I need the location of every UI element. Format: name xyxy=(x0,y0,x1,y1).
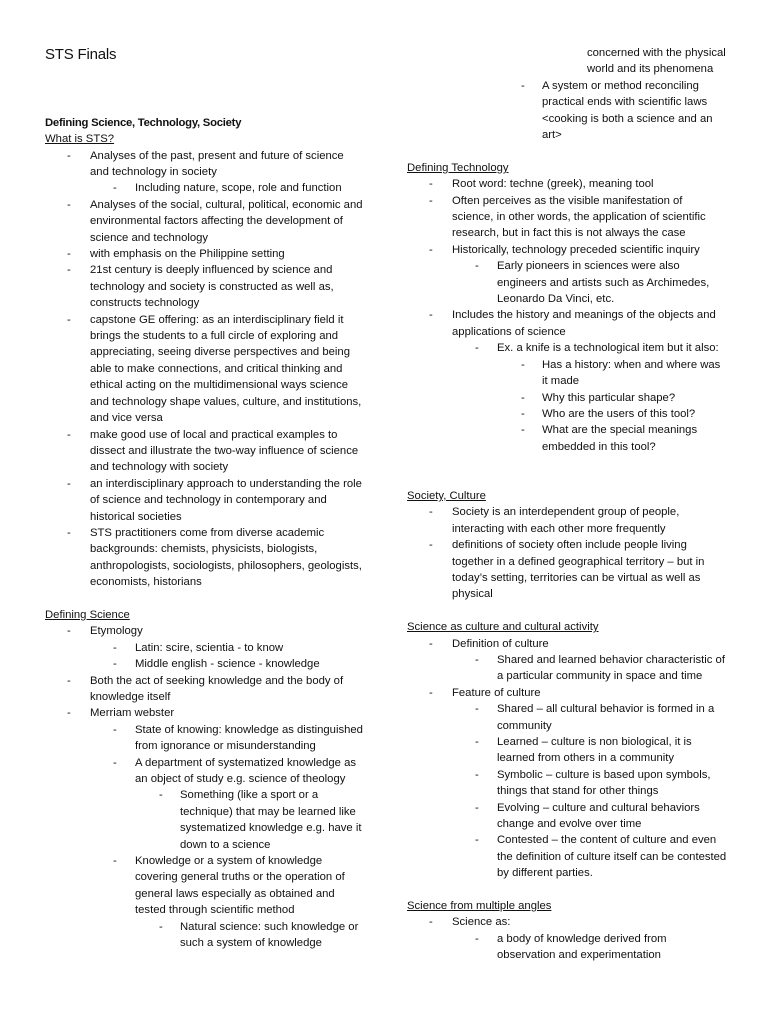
bullet-item-level-1 xyxy=(407,258,727,307)
blank-line xyxy=(45,82,365,98)
bullet-text: Definition of culture xyxy=(452,637,549,650)
bullet-item-level-1 xyxy=(407,800,727,833)
bullet-item-level-1 xyxy=(45,180,365,196)
dash-bullet-icon: - xyxy=(67,428,71,441)
bullet-text: Feature of culture xyxy=(452,686,541,699)
blank-line xyxy=(407,603,727,619)
blank-line xyxy=(407,455,727,471)
bullet-item-level-1 xyxy=(407,832,727,881)
dash-bullet-icon: - xyxy=(67,674,71,687)
dash-bullet-icon: - xyxy=(67,625,71,638)
dash-bullet-icon: - xyxy=(113,723,117,736)
bullet-item-level-1 xyxy=(45,755,365,788)
bullet-text: Natural science: such knowledge or such a system of knowledge xyxy=(180,920,359,950)
bullet-text: Has a history: when and where was it made xyxy=(542,358,721,388)
bullet-item-level-2 xyxy=(45,919,365,952)
bullet-text: an interdisciplinary approach to understanding the role of science and technology in contemporary and historical societies xyxy=(90,477,362,523)
bullet-item-level-0 xyxy=(45,705,365,721)
dash-bullet-icon: - xyxy=(475,703,479,716)
bullet-item-level-1 xyxy=(45,722,365,755)
bullet-item-level-0 xyxy=(45,623,365,639)
bullet-item-level-0 xyxy=(407,914,727,930)
bullet-item-level-2 xyxy=(407,357,727,390)
bullet-text: Ex. a knife is a technological item but it also: xyxy=(497,342,719,355)
dash-bullet-icon: - xyxy=(113,641,117,654)
section-heading: Defining Science, Technology, Society xyxy=(45,116,242,129)
bullet-item-level-2 xyxy=(407,406,727,422)
bullet-item-level-2 xyxy=(407,422,727,455)
bullet-text: Etymology xyxy=(90,625,143,638)
bullet-item-level-0 xyxy=(407,537,727,603)
section-subheading: Defining Science xyxy=(45,608,130,621)
bullet-item-level-1 xyxy=(407,734,727,767)
dash-bullet-icon: - xyxy=(521,358,525,371)
section-subheading: Science as culture and cultural activity xyxy=(407,621,599,634)
bullet-item-level-1 xyxy=(45,640,365,656)
bullet-text: make good use of local and practical examples to dissect and illustrate the two-way influence of science and technology with society xyxy=(90,428,359,474)
bullet-item-level-0 xyxy=(407,242,727,258)
bullet-text: capstone GE offering: as an interdisciplinary field it brings the students to a full circle of exploring and appreciating, seeing diverse perspectives and being able to make connections, and critical thinking and ethical acting on the multidimensional ways science and technology shape values, culture, and institutions, and vice versa xyxy=(90,313,362,425)
right-column xyxy=(407,45,727,964)
bullet-text: with emphasis on the Philippine setting xyxy=(90,248,285,261)
dash-bullet-icon: - xyxy=(475,653,479,666)
bullet-item-level-0 xyxy=(407,193,727,242)
dash-bullet-icon: - xyxy=(475,736,479,748)
bullet-item-level-0 xyxy=(407,307,727,340)
bullet-text: Shared – all cultural behavior is formed in a community xyxy=(497,703,715,732)
dash-bullet-icon: - xyxy=(429,194,433,207)
bullet-text: Analyses of the social, cultural, political, economic and environmental factors affecting the development of science and technology xyxy=(90,198,363,244)
bullet-text: Learned – culture is non biological, it is learned from others in a community xyxy=(497,736,692,765)
dash-bullet-icon: - xyxy=(475,801,479,814)
bullet-item-level-0 xyxy=(45,673,365,706)
dash-bullet-icon: - xyxy=(475,260,479,273)
bullet-text: STS practitioners come from diverse academic backgrounds: chemists, physicists, biologists, anthropologists, sociologists, philosophers, geologists, economists, historians xyxy=(90,526,362,589)
left-column xyxy=(45,82,365,951)
bullet-item-level-0 xyxy=(45,246,365,262)
bullet-item-level-0 xyxy=(407,636,727,652)
dash-bullet-icon: - xyxy=(429,916,433,929)
dash-bullet-icon: - xyxy=(429,178,433,191)
bullet-item-level-0 xyxy=(45,148,365,181)
bullet-text: Both the act of seeking knowledge and the body of knowledge itself xyxy=(90,674,344,703)
bullet-item-level-2 xyxy=(407,390,727,406)
bullet-text: Historically, technology preceded scientific inquiry xyxy=(452,243,700,256)
bullet-text: Science as: xyxy=(452,916,511,929)
dash-bullet-icon: - xyxy=(475,342,479,355)
bullet-item-level-1 xyxy=(407,931,727,964)
dash-bullet-icon: - xyxy=(521,424,525,437)
bullet-text: Early pioneers in sciences were also engineers and artists such as Archimedes, Leonardo Da Vinci, etc. xyxy=(497,260,710,306)
bullet-item-level-0 xyxy=(407,176,727,192)
bullet-text: State of knowing: knowledge as distinguished from ignorance or misunderstanding xyxy=(135,723,363,753)
dash-bullet-icon: - xyxy=(429,539,433,552)
dash-bullet-icon: - xyxy=(429,309,433,322)
blank-line xyxy=(407,472,727,488)
dash-bullet-icon: - xyxy=(113,182,117,195)
bullet-text: 21st century is deeply influenced by science and technology and society is constructed as well as, constructs technology xyxy=(90,264,334,310)
bullet-item-level-1 xyxy=(407,767,727,800)
dash-bullet-icon: - xyxy=(67,149,71,162)
dash-bullet-icon: - xyxy=(429,506,433,519)
dash-bullet-icon: - xyxy=(113,658,117,671)
bullet-text: concerned with the physical world and its phenomena xyxy=(587,47,726,76)
bullet-text: Why this particular shape? xyxy=(542,391,676,404)
bullet-item-level-2 xyxy=(407,78,727,144)
bullet-item-level-0 xyxy=(45,262,365,311)
bullet-text: Often perceives as the visible manifestation of science, in other words, the application of scientific research, but in fact this is not always the case xyxy=(452,194,706,240)
bullet-item-level-0 xyxy=(45,312,365,427)
page-title: STS Finals xyxy=(45,46,117,63)
dash-bullet-icon: - xyxy=(429,243,433,256)
bullet-text: Middle english - science - knowledge xyxy=(135,658,320,671)
bullet-text: Something (like a sport or a technique) that may be learned like systematized knowledge e.g. have it down to a science xyxy=(180,789,362,851)
bullet-text: A system or method reconciling practical ends with scientific laws <cooking is both a science and an art> xyxy=(542,79,713,142)
dash-bullet-icon: - xyxy=(67,198,71,211)
bullet-text: Merriam webster xyxy=(90,707,175,720)
dash-bullet-icon: - xyxy=(67,313,71,326)
section-subheading: Defining Technology xyxy=(407,161,509,174)
dash-bullet-icon: - xyxy=(67,477,71,490)
section-subheading: Science from multiple angles xyxy=(407,900,552,913)
dash-bullet-icon: - xyxy=(113,756,117,769)
bullet-text: Shared and learned behavior characteristic of a particular community in space and time xyxy=(497,653,725,683)
bullet-text: Evolving – culture and cultural behaviors change and evolve over time xyxy=(497,801,700,831)
dash-bullet-icon: - xyxy=(67,526,71,539)
dash-bullet-icon: - xyxy=(113,855,117,868)
bullet-text: Society is an interdependent group of people, interacting with each other more frequently xyxy=(452,506,680,535)
dash-bullet-icon: - xyxy=(521,391,525,404)
dash-bullet-icon: - xyxy=(159,920,163,933)
dash-bullet-icon: - xyxy=(475,834,479,847)
bullet-text: Contested – the content of culture and even the definition of culture itself can be contested by different parties. xyxy=(497,834,727,880)
dash-bullet-icon: - xyxy=(67,264,71,277)
blank-line xyxy=(407,143,727,159)
bullet-item-level-3 xyxy=(407,45,727,78)
bullet-item-level-0 xyxy=(407,504,727,537)
dash-bullet-icon: - xyxy=(521,79,525,92)
dash-bullet-icon: - xyxy=(475,932,479,945)
dash-bullet-icon: - xyxy=(429,637,433,650)
bullet-text: Who are the users of this tool? xyxy=(542,407,696,420)
bullet-text: Root word: techne (greek), meaning tool xyxy=(452,178,654,191)
bullet-item-level-1 xyxy=(407,701,727,734)
dash-bullet-icon: - xyxy=(159,789,163,802)
blank-line xyxy=(45,98,365,114)
bullet-item-level-1 xyxy=(407,652,727,685)
bullet-item-level-2 xyxy=(45,787,365,853)
dash-bullet-icon: - xyxy=(429,686,433,699)
bullet-text: definitions of society often include people living together in a defined geographical territory – but in today’s setting, territories can be virtual as well as physical xyxy=(452,539,705,601)
bullet-text: What are the special meanings embedded in this tool? xyxy=(542,424,698,453)
bullet-text: a body of knowledge derived from observation and experimentation xyxy=(497,932,667,962)
dash-bullet-icon: - xyxy=(67,707,71,720)
bullet-item-level-0 xyxy=(45,525,365,591)
bullet-text: Including nature, scope, role and function xyxy=(135,182,342,195)
bullet-item-level-1 xyxy=(45,853,365,919)
section-subheading: What is STS? xyxy=(45,133,115,146)
bullet-item-level-0 xyxy=(45,197,365,246)
bullet-text: Latin: scire, scientia - to know xyxy=(135,641,284,654)
bullet-item-level-1 xyxy=(45,656,365,672)
bullet-text: Analyses of the past, present and future of science and technology in society xyxy=(90,149,344,178)
bullet-item-level-1 xyxy=(407,340,727,356)
bullet-text: A department of systematized knowledge as an object of study e.g. science of theology xyxy=(135,756,357,786)
bullet-text: Symbolic – culture is based upon symbols, things that stand for other things xyxy=(497,768,711,798)
bullet-item-level-0 xyxy=(45,476,365,525)
bullet-item-level-0 xyxy=(407,685,727,701)
blank-line xyxy=(407,882,727,898)
bullet-text: Includes the history and meanings of the objects and applications of science xyxy=(452,309,716,338)
blank-line xyxy=(45,591,365,607)
dash-bullet-icon: - xyxy=(475,768,479,781)
bullet-text: Knowledge or a system of knowledge covering general truths or the operation of general laws especially as obtained and tested through scientific method xyxy=(135,855,345,917)
bullet-item-level-0 xyxy=(45,427,365,476)
dash-bullet-icon: - xyxy=(67,248,71,261)
dash-bullet-icon: - xyxy=(521,407,525,420)
section-subheading: Society, Culture xyxy=(407,489,486,502)
